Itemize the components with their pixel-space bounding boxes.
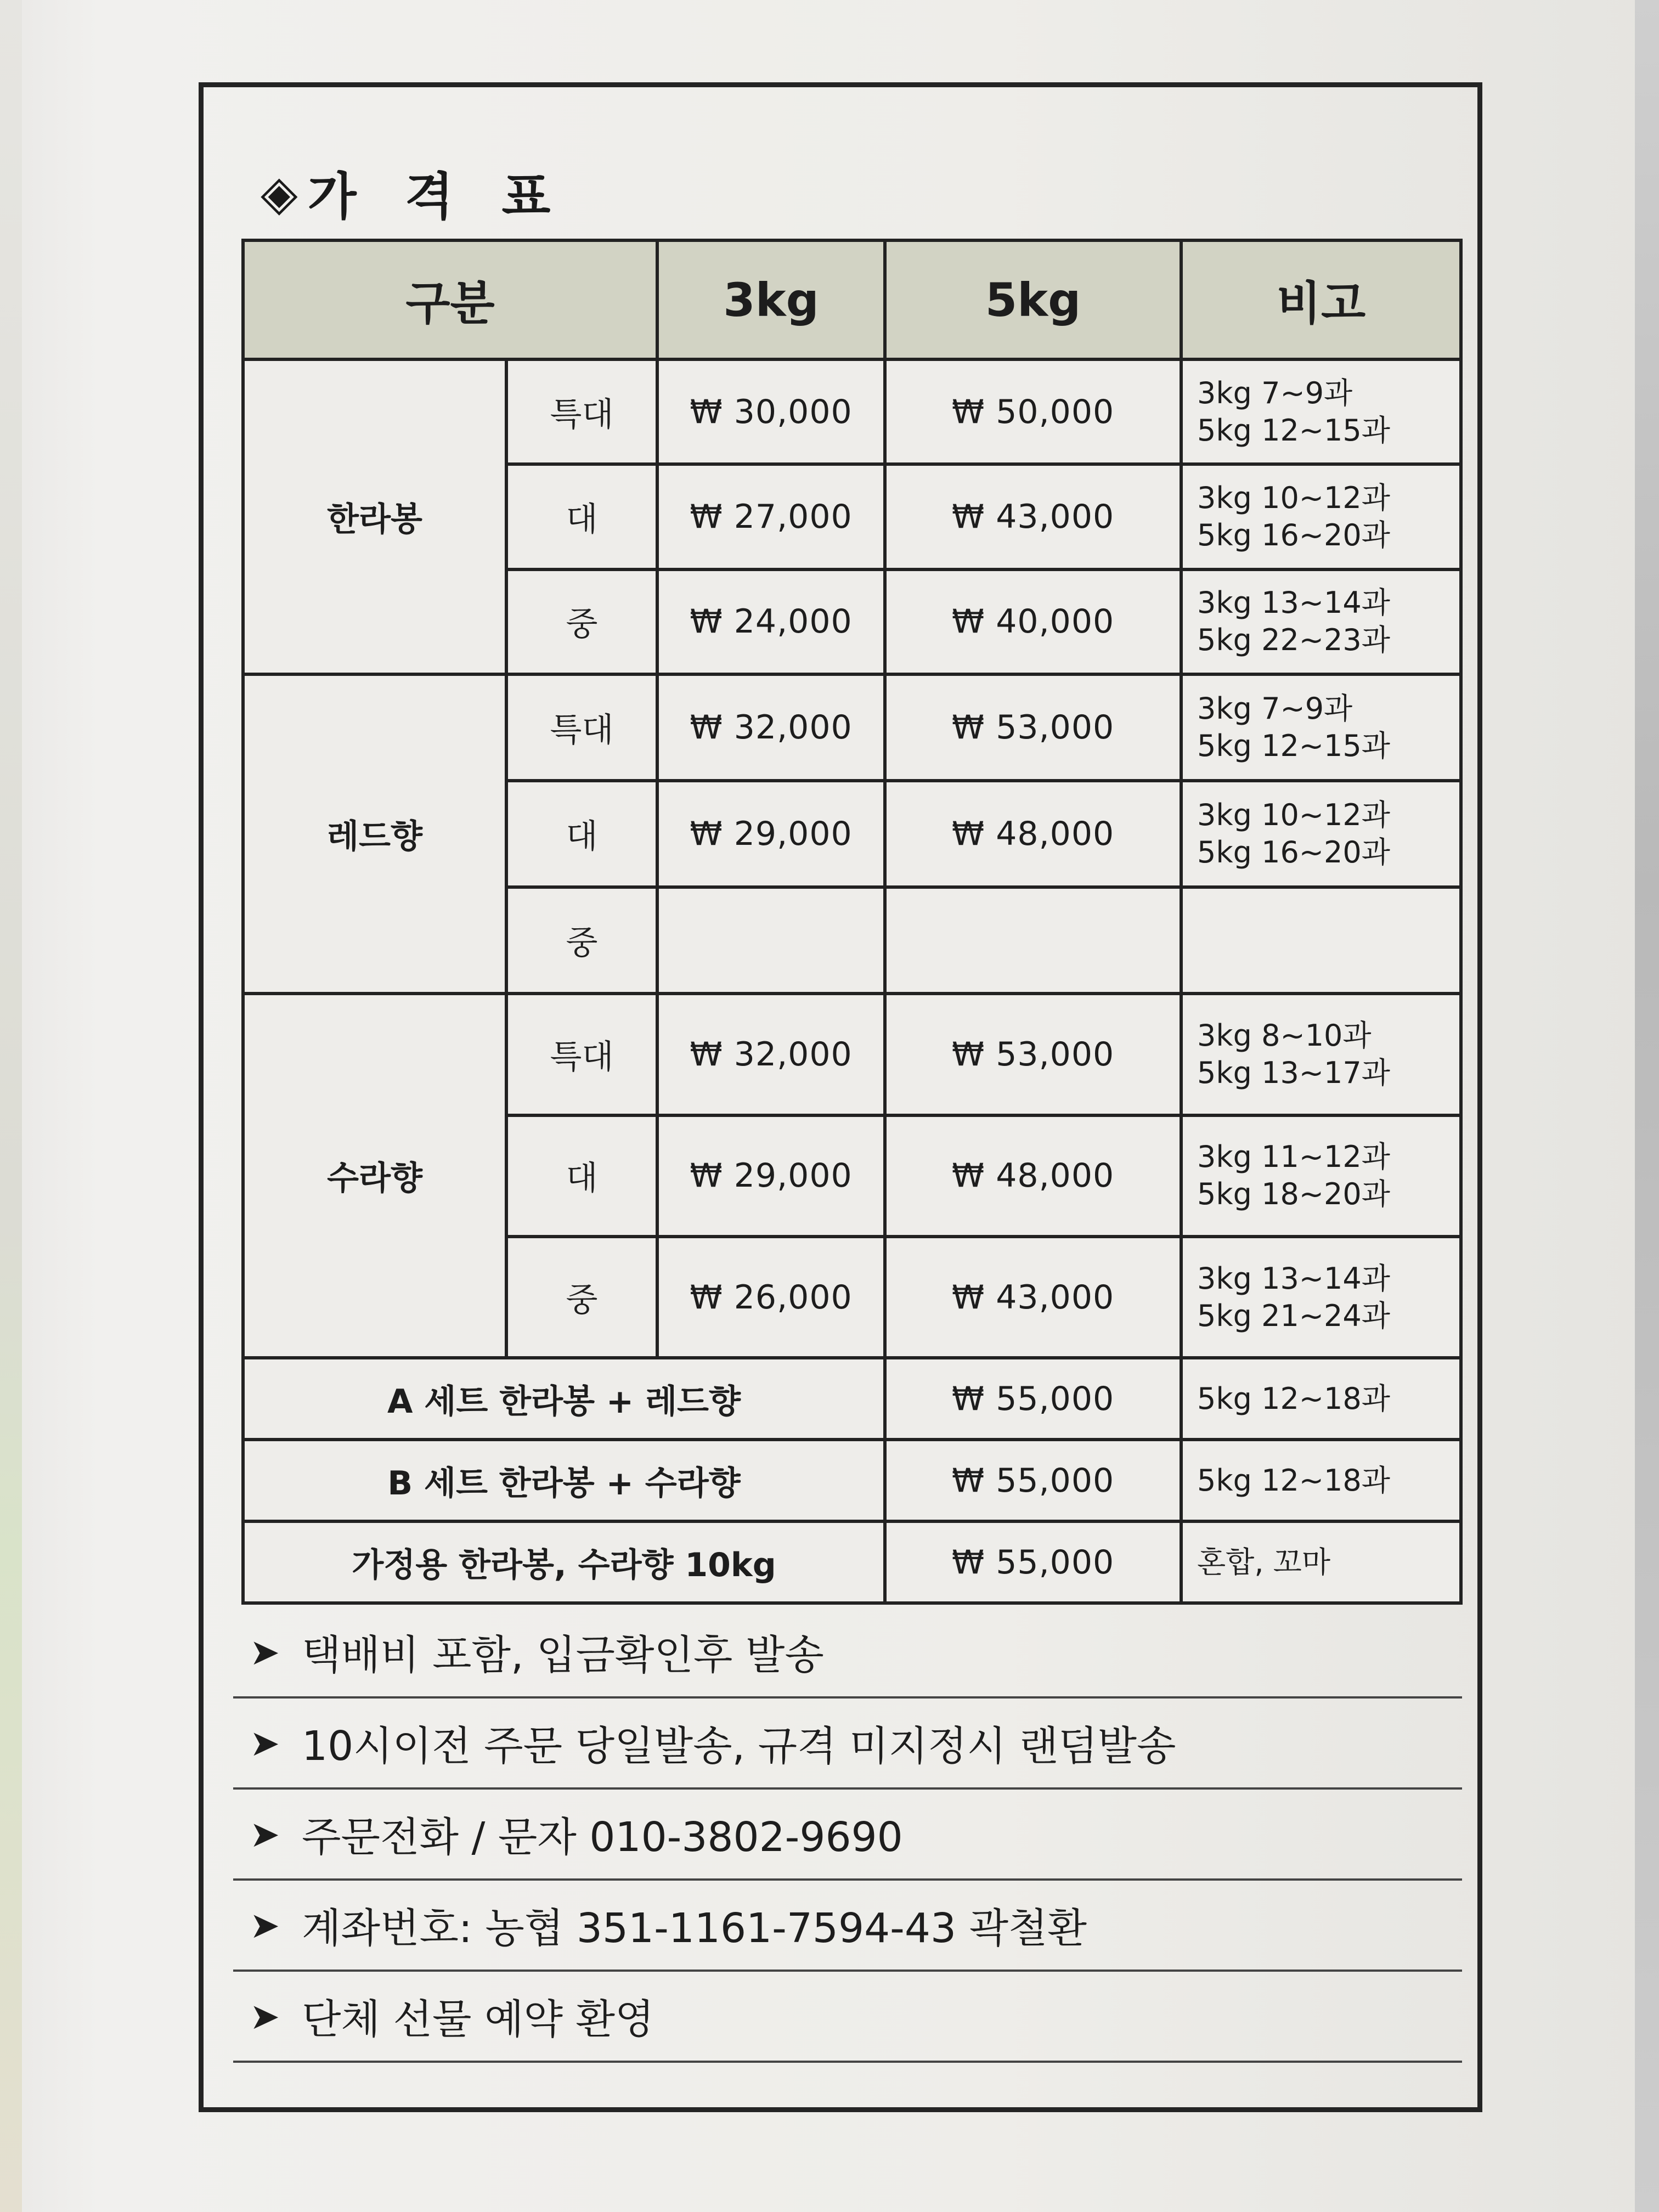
remark-cell [1181, 887, 1461, 994]
info-line [233, 1699, 1462, 1790]
remark-line: 3kg 8~10과 [1197, 1018, 1372, 1053]
price-3kg: ₩ 32,000 [657, 674, 885, 781]
info-line [233, 1972, 1462, 2063]
variety-redhyang: 레드향 [243, 674, 506, 994]
price-5kg: ₩ 43,000 [885, 464, 1181, 569]
adjacent-page-edge [0, 0, 22, 2212]
header-remarks: 비고 [1181, 240, 1461, 359]
remark-line: 5kg 12~15과 [1197, 413, 1390, 448]
price-3kg: ₩ 26,000 [657, 1237, 885, 1358]
price-3kg: ₩ 24,000 [657, 569, 885, 674]
arrow-icon: ➤ [250, 1813, 280, 1855]
remark-line: 3kg 7~9과 [1197, 375, 1353, 410]
remark-cell [1181, 1237, 1461, 1358]
info-text: 주문전화 / 문자 010-3802-9690 [302, 1814, 903, 1861]
grade-cell: 중 [506, 1237, 657, 1358]
remark-cell [1181, 359, 1461, 464]
set-price: ₩ 55,000 [885, 1521, 1181, 1603]
set-label: 가정용 한라봉, 수라향 10kg [243, 1521, 885, 1603]
table-row [243, 994, 1461, 1115]
remark-line: 3kg 10~12과 [1197, 797, 1390, 832]
remark-cell [1181, 569, 1461, 674]
price-5kg [885, 887, 1181, 994]
price-5kg: ₩ 43,000 [885, 1237, 1181, 1358]
price-3kg [657, 887, 885, 994]
remark-line: 5kg 18~20과 [1197, 1177, 1390, 1212]
remark-cell [1181, 674, 1461, 781]
price-5kg: ₩ 40,000 [885, 569, 1181, 674]
price-5kg: ₩ 50,000 [885, 359, 1181, 464]
price-3kg: ₩ 29,000 [657, 1115, 885, 1237]
remark-line: 3kg 13~14과 [1197, 585, 1390, 620]
grade-cell: 대 [506, 1115, 657, 1237]
remark-line: 5kg 13~17과 [1197, 1055, 1390, 1090]
price-table [241, 239, 1463, 1605]
set-label: B 세트 한라봉 + 수라향 [243, 1440, 885, 1521]
price-3kg: ₩ 27,000 [657, 464, 885, 569]
price-3kg: ₩ 30,000 [657, 359, 885, 464]
remark-line: 5kg 12~15과 [1197, 728, 1390, 763]
info-text: 계좌번호: 농협 351-1161-7594-43 곽철환 [302, 1905, 1087, 1952]
set-row [243, 1521, 1461, 1603]
header-category: 구분 [243, 240, 657, 359]
remark-line: 5kg 16~20과 [1197, 518, 1390, 552]
set-remark: 5kg 12~18과 [1181, 1440, 1461, 1521]
info-text: 택배비 포함, 입금확인후 발송 [302, 1632, 824, 1679]
grade-cell: 대 [506, 464, 657, 569]
remark-line: 3kg 13~14과 [1197, 1261, 1390, 1296]
price-5kg: ₩ 48,000 [885, 781, 1181, 887]
remark-line: 5kg 16~20과 [1197, 834, 1390, 870]
price-5kg: ₩ 53,000 [885, 674, 1181, 781]
grade-cell: 중 [506, 887, 657, 994]
price-5kg: ₩ 53,000 [885, 994, 1181, 1115]
arrow-icon: ➤ [250, 1995, 280, 2038]
set-row [243, 1358, 1461, 1440]
set-remark: 5kg 12~18과 [1181, 1358, 1461, 1440]
title-text: 가 격 표 [307, 167, 566, 226]
price-5kg: ₩ 48,000 [885, 1115, 1181, 1237]
remark-line: 3kg 11~12과 [1197, 1139, 1390, 1175]
arrow-icon: ➤ [250, 1904, 280, 1946]
header-5kg: 5kg [885, 240, 1181, 359]
remark-cell [1181, 1115, 1461, 1237]
diamond-icon: ◈ [261, 164, 298, 221]
header-3kg: 3kg [657, 240, 885, 359]
table-row [243, 359, 1461, 464]
info-line [233, 1790, 1462, 1881]
set-label: A 세트 한라봉 + 레드향 [243, 1358, 885, 1440]
remark-cell [1181, 781, 1461, 887]
background-edge [1635, 0, 1659, 2212]
variety-hallabong: 한라봉 [243, 359, 506, 674]
table-row [243, 674, 1461, 781]
grade-cell: 대 [506, 781, 657, 887]
grade-cell: 특대 [506, 674, 657, 781]
info-text: 10시이전 주문 당일발송, 규격 미지정시 랜덤발송 [302, 1723, 1176, 1770]
info-text: 단체 선물 예약 환영 [302, 1996, 654, 2043]
variety-surahyang: 수라향 [243, 994, 506, 1358]
price-3kg: ₩ 29,000 [657, 781, 885, 887]
set-remark: 혼합, 꼬마 [1181, 1521, 1461, 1603]
remark-cell [1181, 464, 1461, 569]
table-header-row [243, 240, 1461, 359]
remark-line: 3kg 10~12과 [1197, 481, 1390, 515]
page-title [261, 156, 566, 229]
arrow-icon: ➤ [250, 1722, 280, 1764]
remark-line: 3kg 7~9과 [1197, 691, 1353, 726]
info-line [233, 1881, 1462, 1972]
info-line [233, 1607, 1462, 1699]
grade-cell: 중 [506, 569, 657, 674]
remark-line: 5kg 21~24과 [1197, 1298, 1390, 1333]
grade-cell: 특대 [506, 994, 657, 1115]
arrow-icon: ➤ [250, 1630, 280, 1673]
grade-cell: 특대 [506, 359, 657, 464]
price-3kg: ₩ 32,000 [657, 994, 885, 1115]
info-list [233, 1607, 1462, 2063]
set-row [243, 1440, 1461, 1521]
remark-cell [1181, 994, 1461, 1115]
remark-line: 5kg 22~23과 [1197, 623, 1390, 658]
set-price: ₩ 55,000 [885, 1358, 1181, 1440]
set-price: ₩ 55,000 [885, 1440, 1181, 1521]
